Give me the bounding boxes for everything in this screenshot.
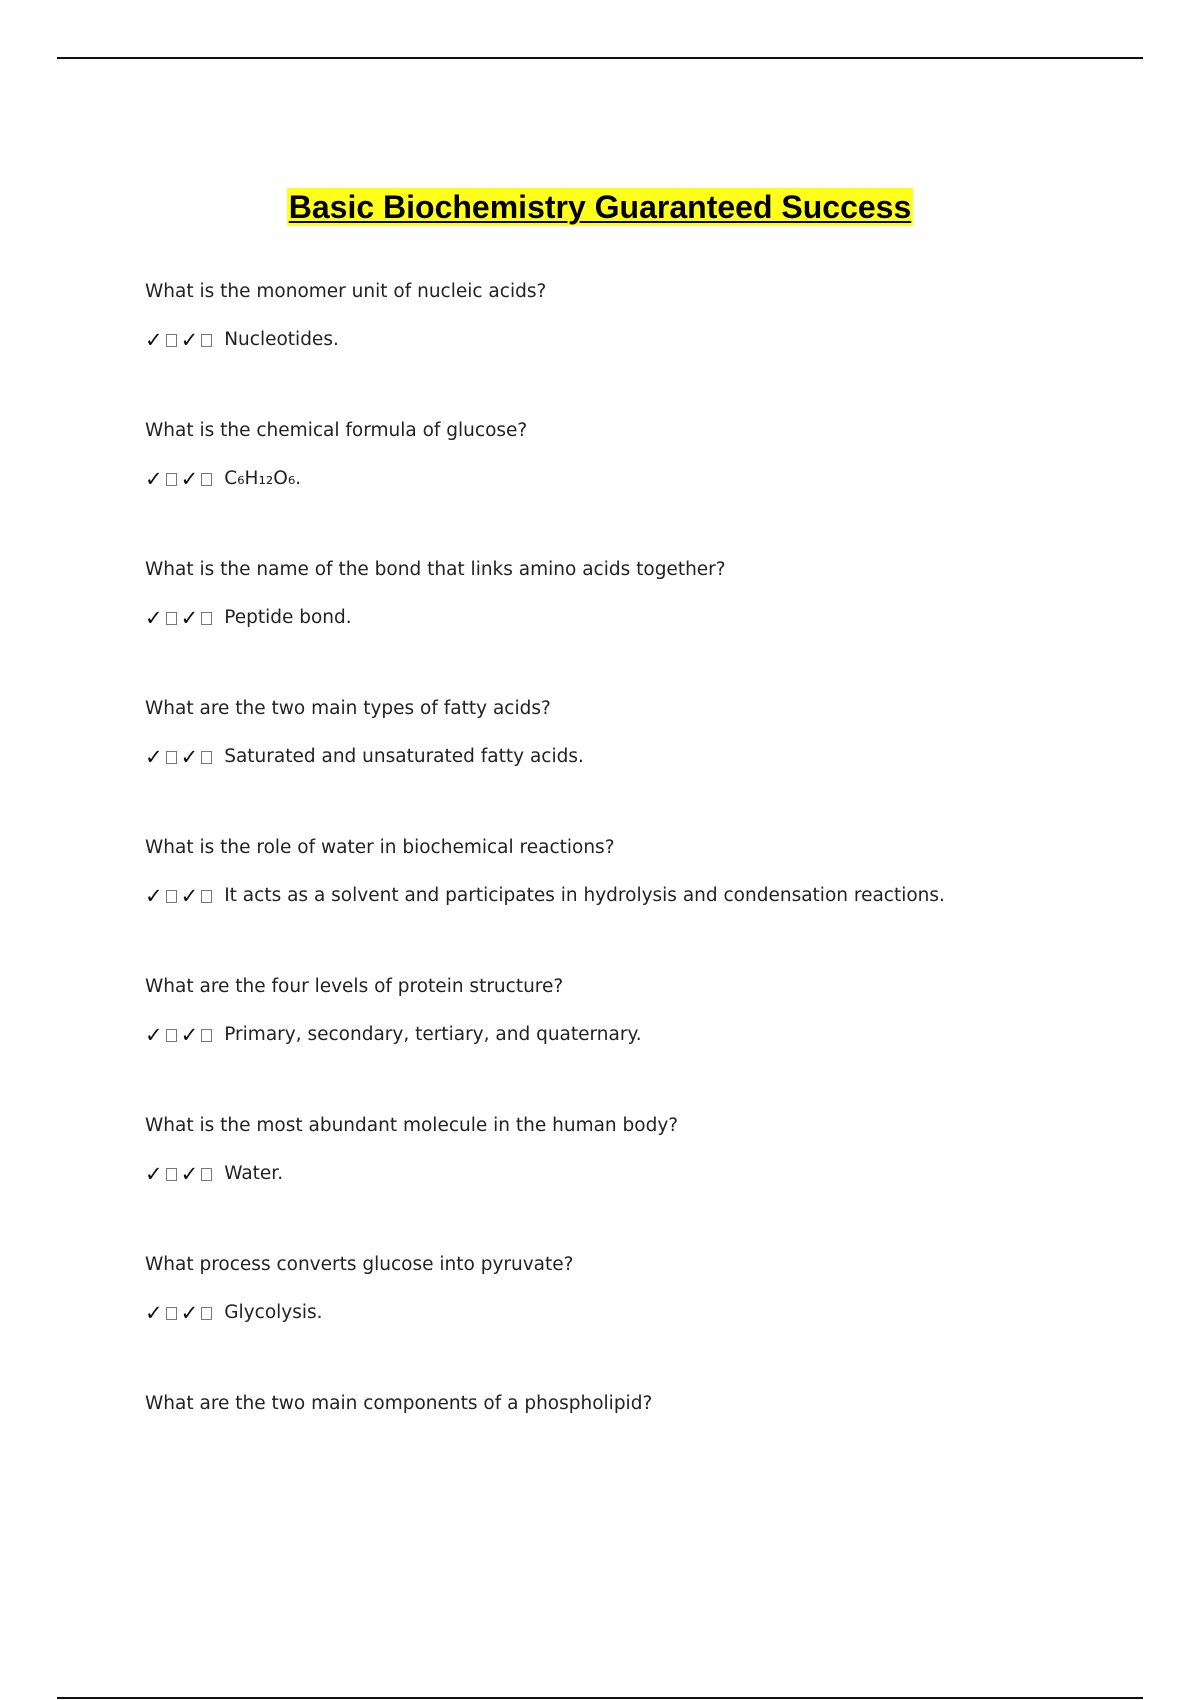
question-text: What is the chemical formula of glucose? (145, 420, 528, 441)
answer-text: Glycolysis. (224, 1302, 323, 1323)
question-text: What is the name of the bond that links amino acids together? (145, 559, 726, 580)
qa-item (145, 836, 1145, 908)
answer-text: Nucleotides. (224, 329, 339, 350)
check-marks (145, 328, 216, 352)
answer-line (145, 1301, 1145, 1325)
question-text: What is the role of water in biochemical reactions? (145, 837, 615, 858)
qa-item (145, 419, 1145, 491)
title-container (0, 188, 1200, 226)
check-icon: ✓ (180, 1301, 199, 1325)
box-icon (166, 334, 177, 347)
question-text: What process converts glucose into pyruvate? (145, 1254, 574, 1275)
check-icon: ✓ (145, 1162, 163, 1186)
box-icon (201, 334, 212, 347)
answer-line (145, 884, 1145, 908)
answer-line (145, 1023, 1145, 1047)
answer-text: C₆H₁₂O₆. (224, 468, 302, 489)
box-icon (166, 1029, 177, 1042)
check-icon: ✓ (145, 884, 163, 908)
box-icon (166, 1168, 177, 1181)
answer-line (145, 1162, 1145, 1186)
answer-text: Water. (224, 1163, 284, 1184)
answer-line (145, 328, 1145, 352)
qa-item (145, 558, 1145, 630)
check-icon: ✓ (180, 328, 199, 352)
check-marks (145, 1162, 216, 1186)
answer-line (145, 606, 1145, 630)
header-rule (57, 57, 1143, 59)
check-icon: ✓ (145, 467, 163, 491)
check-icon: ✓ (180, 467, 199, 491)
check-icon: ✓ (145, 1023, 163, 1047)
check-icon: ✓ (145, 1301, 163, 1325)
box-icon (201, 473, 212, 486)
answer-line (145, 467, 1145, 491)
check-marks (145, 884, 216, 908)
answer-text: It acts as a solvent and participates in hydrolysis and condensation reactions. (224, 885, 945, 906)
box-icon (166, 890, 177, 903)
qa-item (145, 975, 1145, 1047)
box-icon (201, 1307, 212, 1320)
qa-item (145, 697, 1145, 769)
box-icon (201, 1168, 212, 1181)
check-icon: ✓ (145, 606, 163, 630)
check-marks (145, 1301, 216, 1325)
check-icon: ✓ (180, 606, 199, 630)
question-text: What are the four levels of protein structure? (145, 976, 564, 997)
qa-item (145, 1114, 1145, 1186)
qa-item (145, 1253, 1145, 1325)
answer-line (145, 745, 1145, 769)
document-title: Basic Biochemistry Guaranteed Success (288, 189, 912, 225)
qa-item (145, 1392, 1145, 1416)
check-marks (145, 606, 216, 630)
check-marks (145, 1023, 216, 1047)
check-marks (145, 745, 216, 769)
box-icon (166, 1307, 177, 1320)
check-icon: ✓ (180, 745, 199, 769)
check-icon: ✓ (180, 1162, 199, 1186)
question-text: What are the two main components of a phospholipid? (145, 1393, 653, 1414)
box-icon (166, 751, 177, 764)
box-icon (201, 1029, 212, 1042)
question-text: What is the monomer unit of nucleic acids? (145, 281, 547, 302)
box-icon (166, 612, 177, 625)
question-text: What is the most abundant molecule in the human body? (145, 1115, 679, 1136)
check-icon: ✓ (180, 1023, 199, 1047)
box-icon (166, 473, 177, 486)
footer-rule (57, 1697, 1143, 1699)
question-text: What are the two main types of fatty acids? (145, 698, 551, 719)
check-icon: ✓ (180, 884, 199, 908)
qa-item (145, 280, 1145, 352)
answer-text: Peptide bond. (224, 607, 352, 628)
check-marks (145, 467, 216, 491)
check-icon: ✓ (145, 328, 163, 352)
answer-text: Saturated and unsaturated fatty acids. (224, 746, 584, 767)
box-icon (201, 751, 212, 764)
box-icon (201, 612, 212, 625)
check-icon: ✓ (145, 745, 163, 769)
box-icon (201, 890, 212, 903)
answer-text: Primary, secondary, tertiary, and quaternary. (224, 1024, 642, 1045)
